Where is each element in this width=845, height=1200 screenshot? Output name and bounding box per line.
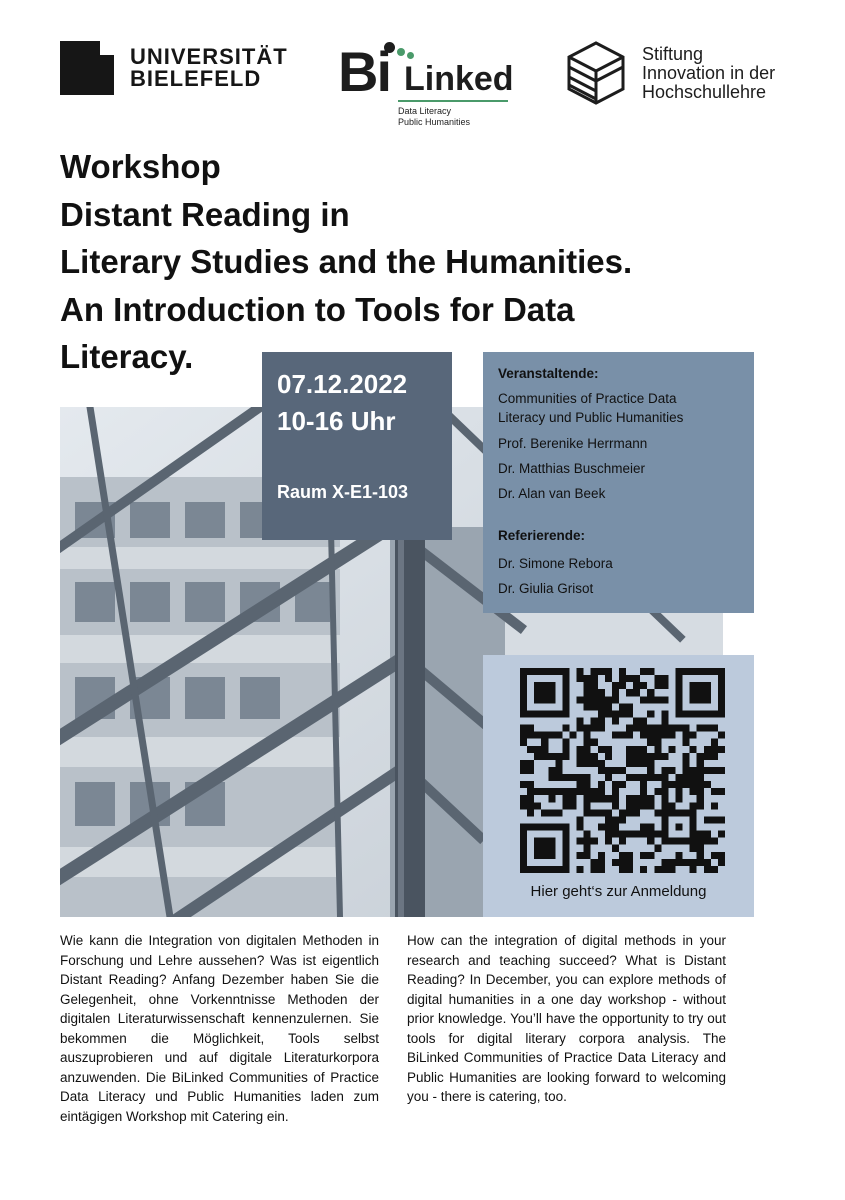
bilinked-subtitle-line1: Data Literacy (398, 106, 452, 116)
event-date: 07.12.2022 (277, 369, 408, 399)
speakers-heading: Referierende: (498, 528, 586, 543)
bilinked-underline (398, 100, 508, 102)
description-english: How can the integration of digital methods in your research and teaching succeed? What is Distant Reading? In December, you can explore methods of digital humanities in a one day workshop - without prior knowledge. You’ll have the opportunity to try out tools for digital literary corpora analysis. The BiLinked Communities of Practice Data Literacy and Public Humanities are looking forward to welcoming you - there is catering, too. (407, 933, 726, 1104)
title-line-4: An Introduction to Tools for Data (60, 290, 575, 328)
event-date-box (262, 352, 452, 540)
speaker-entry: Dr. Simone Rebora (498, 556, 613, 571)
description-german: Wie kann die Integration von digitalen Methoden in Forschung und Lehre aussehen? Was ist eigentlich Distant Reading? Anfang Dezember haben Sie die Gelegenheit, ohne Vorkenntnisse Methoden der digitalen Literaturwissenschaft kennenzulernen. Sie bekommen die Möglichkeit, Tools selbst auszuprobieren und auf digitale Literaturkorpora anzuwenden. Die BiLinked Communities of Practice Data Literacy und Public Humanities laden zum eintägigen Workshop mit Catering ein. (60, 933, 379, 1124)
event-room: Raum X-E1-103 (277, 482, 409, 502)
bilinked-brand-linked: Linked (404, 60, 514, 98)
university-bielefeld-logo (60, 40, 288, 96)
bilinked-subtitle (398, 106, 470, 128)
organizer-entry: Prof. Berenike Herrmann (498, 436, 648, 451)
organizer-entry: Literacy und Public Humanities (498, 410, 684, 425)
stiftung-name-line2: Innovation in der (642, 62, 776, 83)
title-line-3: Literary Studies and the Humanities. (60, 243, 633, 280)
title-line-2: Distant Reading in (60, 195, 350, 233)
organizers-heading: Veranstaltende: (498, 366, 599, 381)
bilinked-dot-icon (407, 52, 414, 59)
organizers-box (483, 352, 754, 613)
stiftung-name-line1: Stiftung (642, 43, 704, 64)
university-name-line2: BIELEFELD (130, 66, 262, 91)
title-line-1: Workshop (60, 148, 221, 185)
workshop-title (60, 143, 700, 381)
registration-qr-code[interactable] (520, 668, 725, 873)
organizer-entry: Dr. Matthias Buschmeier (498, 461, 646, 476)
speaker-entry: Dr. Giulia Grisot (498, 581, 594, 596)
university-name-line1: UNIVERSITÄT (130, 44, 288, 69)
stiftung-cube-icon (566, 40, 626, 106)
university-mark-icon (60, 41, 114, 95)
title-line-5: Literacy. (60, 338, 194, 375)
stiftung-logo (566, 40, 775, 106)
stiftung-name (642, 45, 775, 102)
bilinked-brand-bi: Bi (338, 40, 390, 103)
organizer-entry: Communities of Practice Data (498, 391, 677, 406)
bilinked-subtitle-line2: Public Humanities (398, 117, 471, 127)
bilinked-dot-icon (397, 48, 405, 56)
event-time: 10-16 Uhr (277, 406, 396, 436)
registration-box[interactable] (483, 655, 754, 917)
university-name (130, 46, 288, 90)
bilinked-logo (338, 40, 518, 132)
stiftung-name-line3: Hochschullehre (642, 81, 767, 102)
organizer-entry: Dr. Alan van Beek (498, 486, 606, 501)
registration-caption[interactable]: Hier geht‘s zur Anmeldung (530, 883, 707, 900)
